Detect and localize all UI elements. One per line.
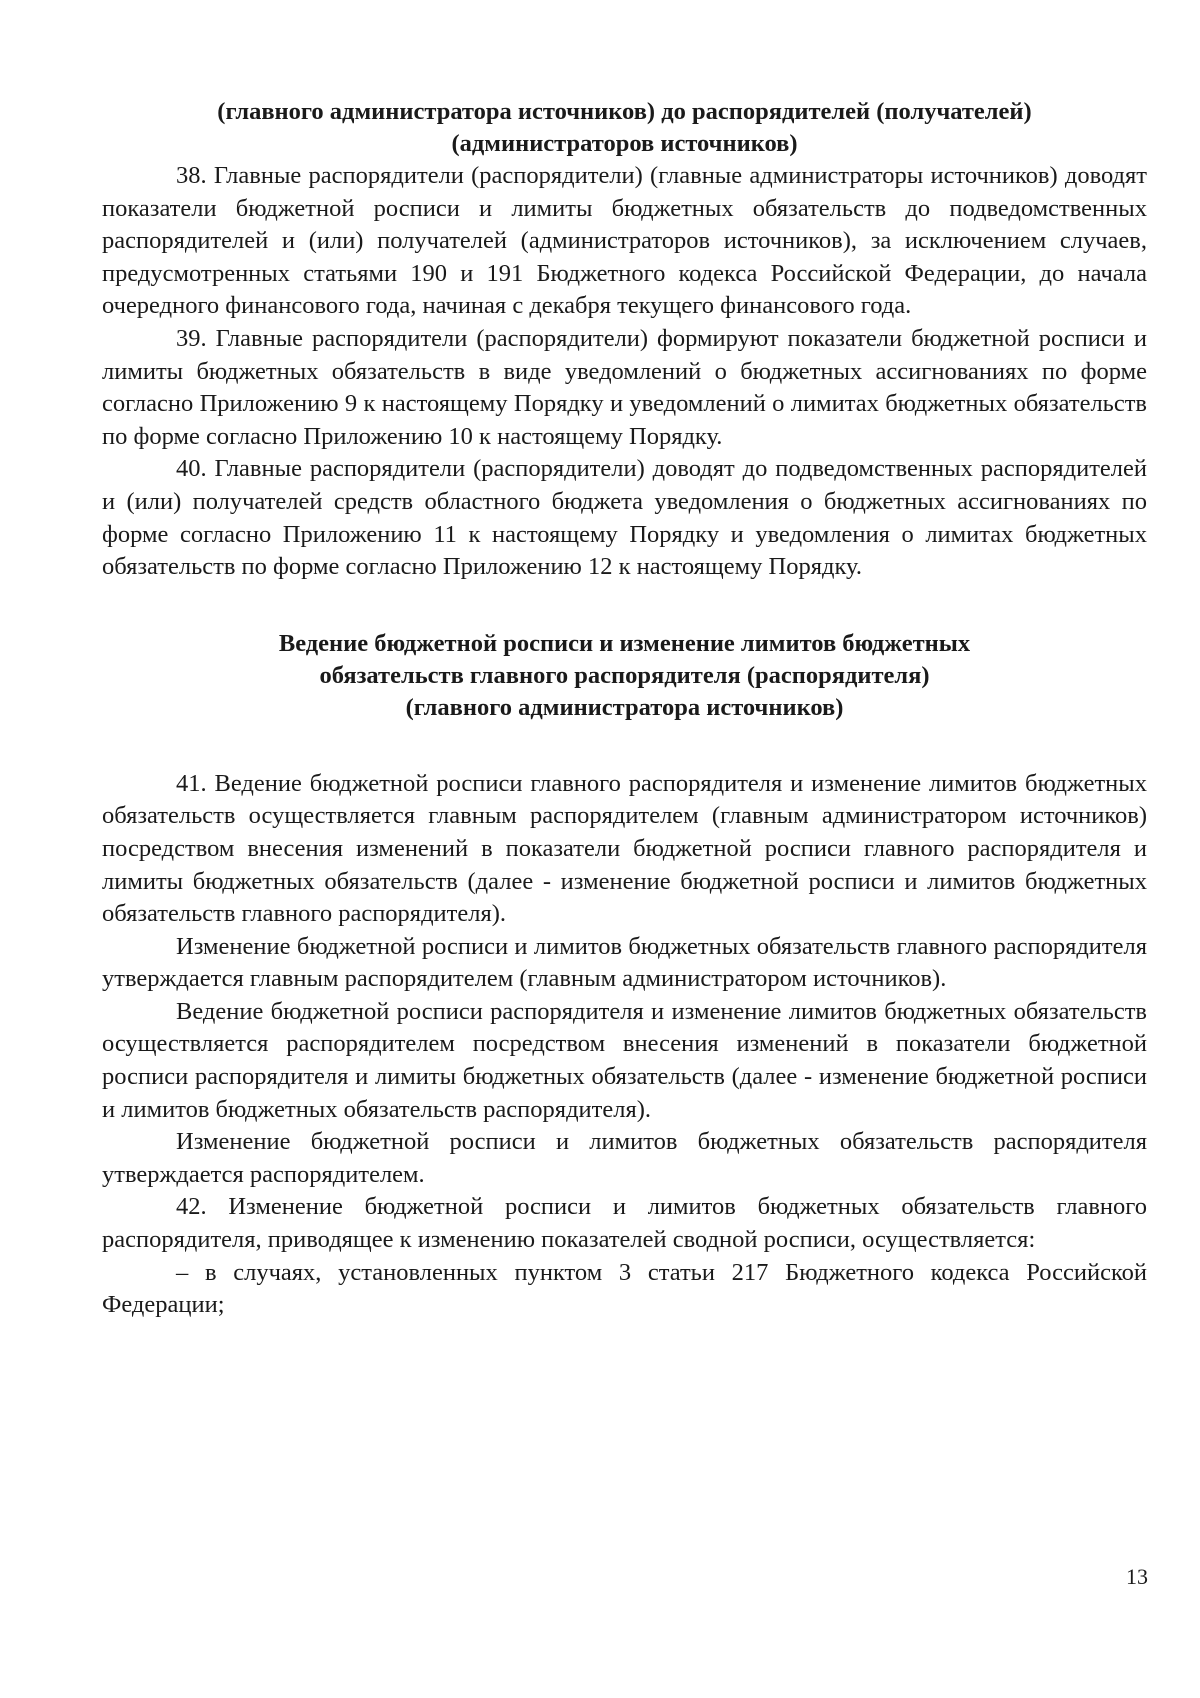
paragraph-42: 42. Изменение бюджетной росписи и лимитов бюджетных обязательств главного распорядителя, приводящее к изменению показателей сводной росписи, осуществляется: — [102, 1193, 1147, 1254]
top-heading — [102, 96, 1147, 160]
top-heading-line-1: (главного администратора источников) до распорядителей (получателей) — [217, 98, 1032, 125]
paragraph-42-item-1: – в случаях, установленных пунктом 3 статьи 217 Бюджетного кодекса Российской Федерации; — [102, 1258, 1147, 1319]
section-heading-line-1: Ведение бюджетной росписи и изменение лимитов бюджетных — [278, 629, 971, 657]
paragraph-40: 40. Главные распорядители (распорядители) доводят до подведомственных распорядителей и (или) получателей средств областного бюджета уведомления о бюджетных ассигнованиях по форме согласно Приложению 11 к настоящему Порядку и уведомления о лимитах бюджетных обязательств по форме согласно Приложению 12 к настоящему Порядку. — [102, 455, 1147, 581]
paragraph-41-approval-distributor: Изменение бюджетной росписи и лимитов бюджетных обязательств распорядителя утверждается распорядителем. — [102, 1128, 1147, 1188]
page-number: 13 — [1126, 1564, 1148, 1589]
section-heading — [102, 628, 1147, 724]
section-heading-line-2: обязательств главного распорядителя (распорядителя) — [319, 661, 930, 689]
document-page — [102, 96, 1147, 1322]
paragraph-41-approval-main: Изменение бюджетной росписи и лимитов бюджетных обязательств главного распорядителя утверждается главным распорядителем (главным администратором источников). — [102, 932, 1147, 993]
paragraph-41-distributor: Ведение бюджетной росписи распорядителя и изменение лимитов бюджетных обязательств осуществляется распорядителем посредством внесения изменений в показатели бюджетной росписи распорядителя и лимиты бюджетных обязательств (далее - изменение бюджетной росписи и лимитов бюджетных обязательств распорядителя). — [102, 997, 1147, 1123]
paragraph-38: 38. Главные распорядители (распорядители) (главные администраторы источников) доводят показатели бюджетной росписи и лимиты бюджетных обязательств до подведомственных распорядителей и (или) получателей (администраторов источников), за исключением случаев, предусмотренных статьями 190 и 191 Бюджетного кодекса Российской Федерации, до начала очередного финансового года, начиная с декабря текущего финансового года. — [102, 162, 1147, 320]
paragraph-41: 41. Ведение бюджетной росписи главного распорядителя и изменение лимитов бюджетных обязательств осуществляется главным распорядителем (главным администратором источников) посредством внесения изменений в показатели бюджетной росписи главного распорядителя и лимиты бюджетных обязательств (далее - изменение бюджетной росписи и лимитов бюджетных обязательств главного распорядителя). — [102, 769, 1147, 928]
top-heading-line-2: (администраторов источников) — [451, 130, 798, 157]
spacer — [102, 584, 1147, 628]
section-heading-line-3: (главного администратора источников) — [405, 693, 844, 721]
paragraph-39: 39. Главные распорядители (распорядители) формируют показатели бюджетной росписи и лимиты бюджетных обязательств в виде уведомлений о бюджетных ассигнованиях по форме согласно Приложению 9 к настоящему Порядку и уведомлений о лимитах бюджетных обязательств по форме согласно Приложению 10 к настоящему Порядку. — [102, 324, 1147, 450]
spacer — [102, 724, 1147, 768]
